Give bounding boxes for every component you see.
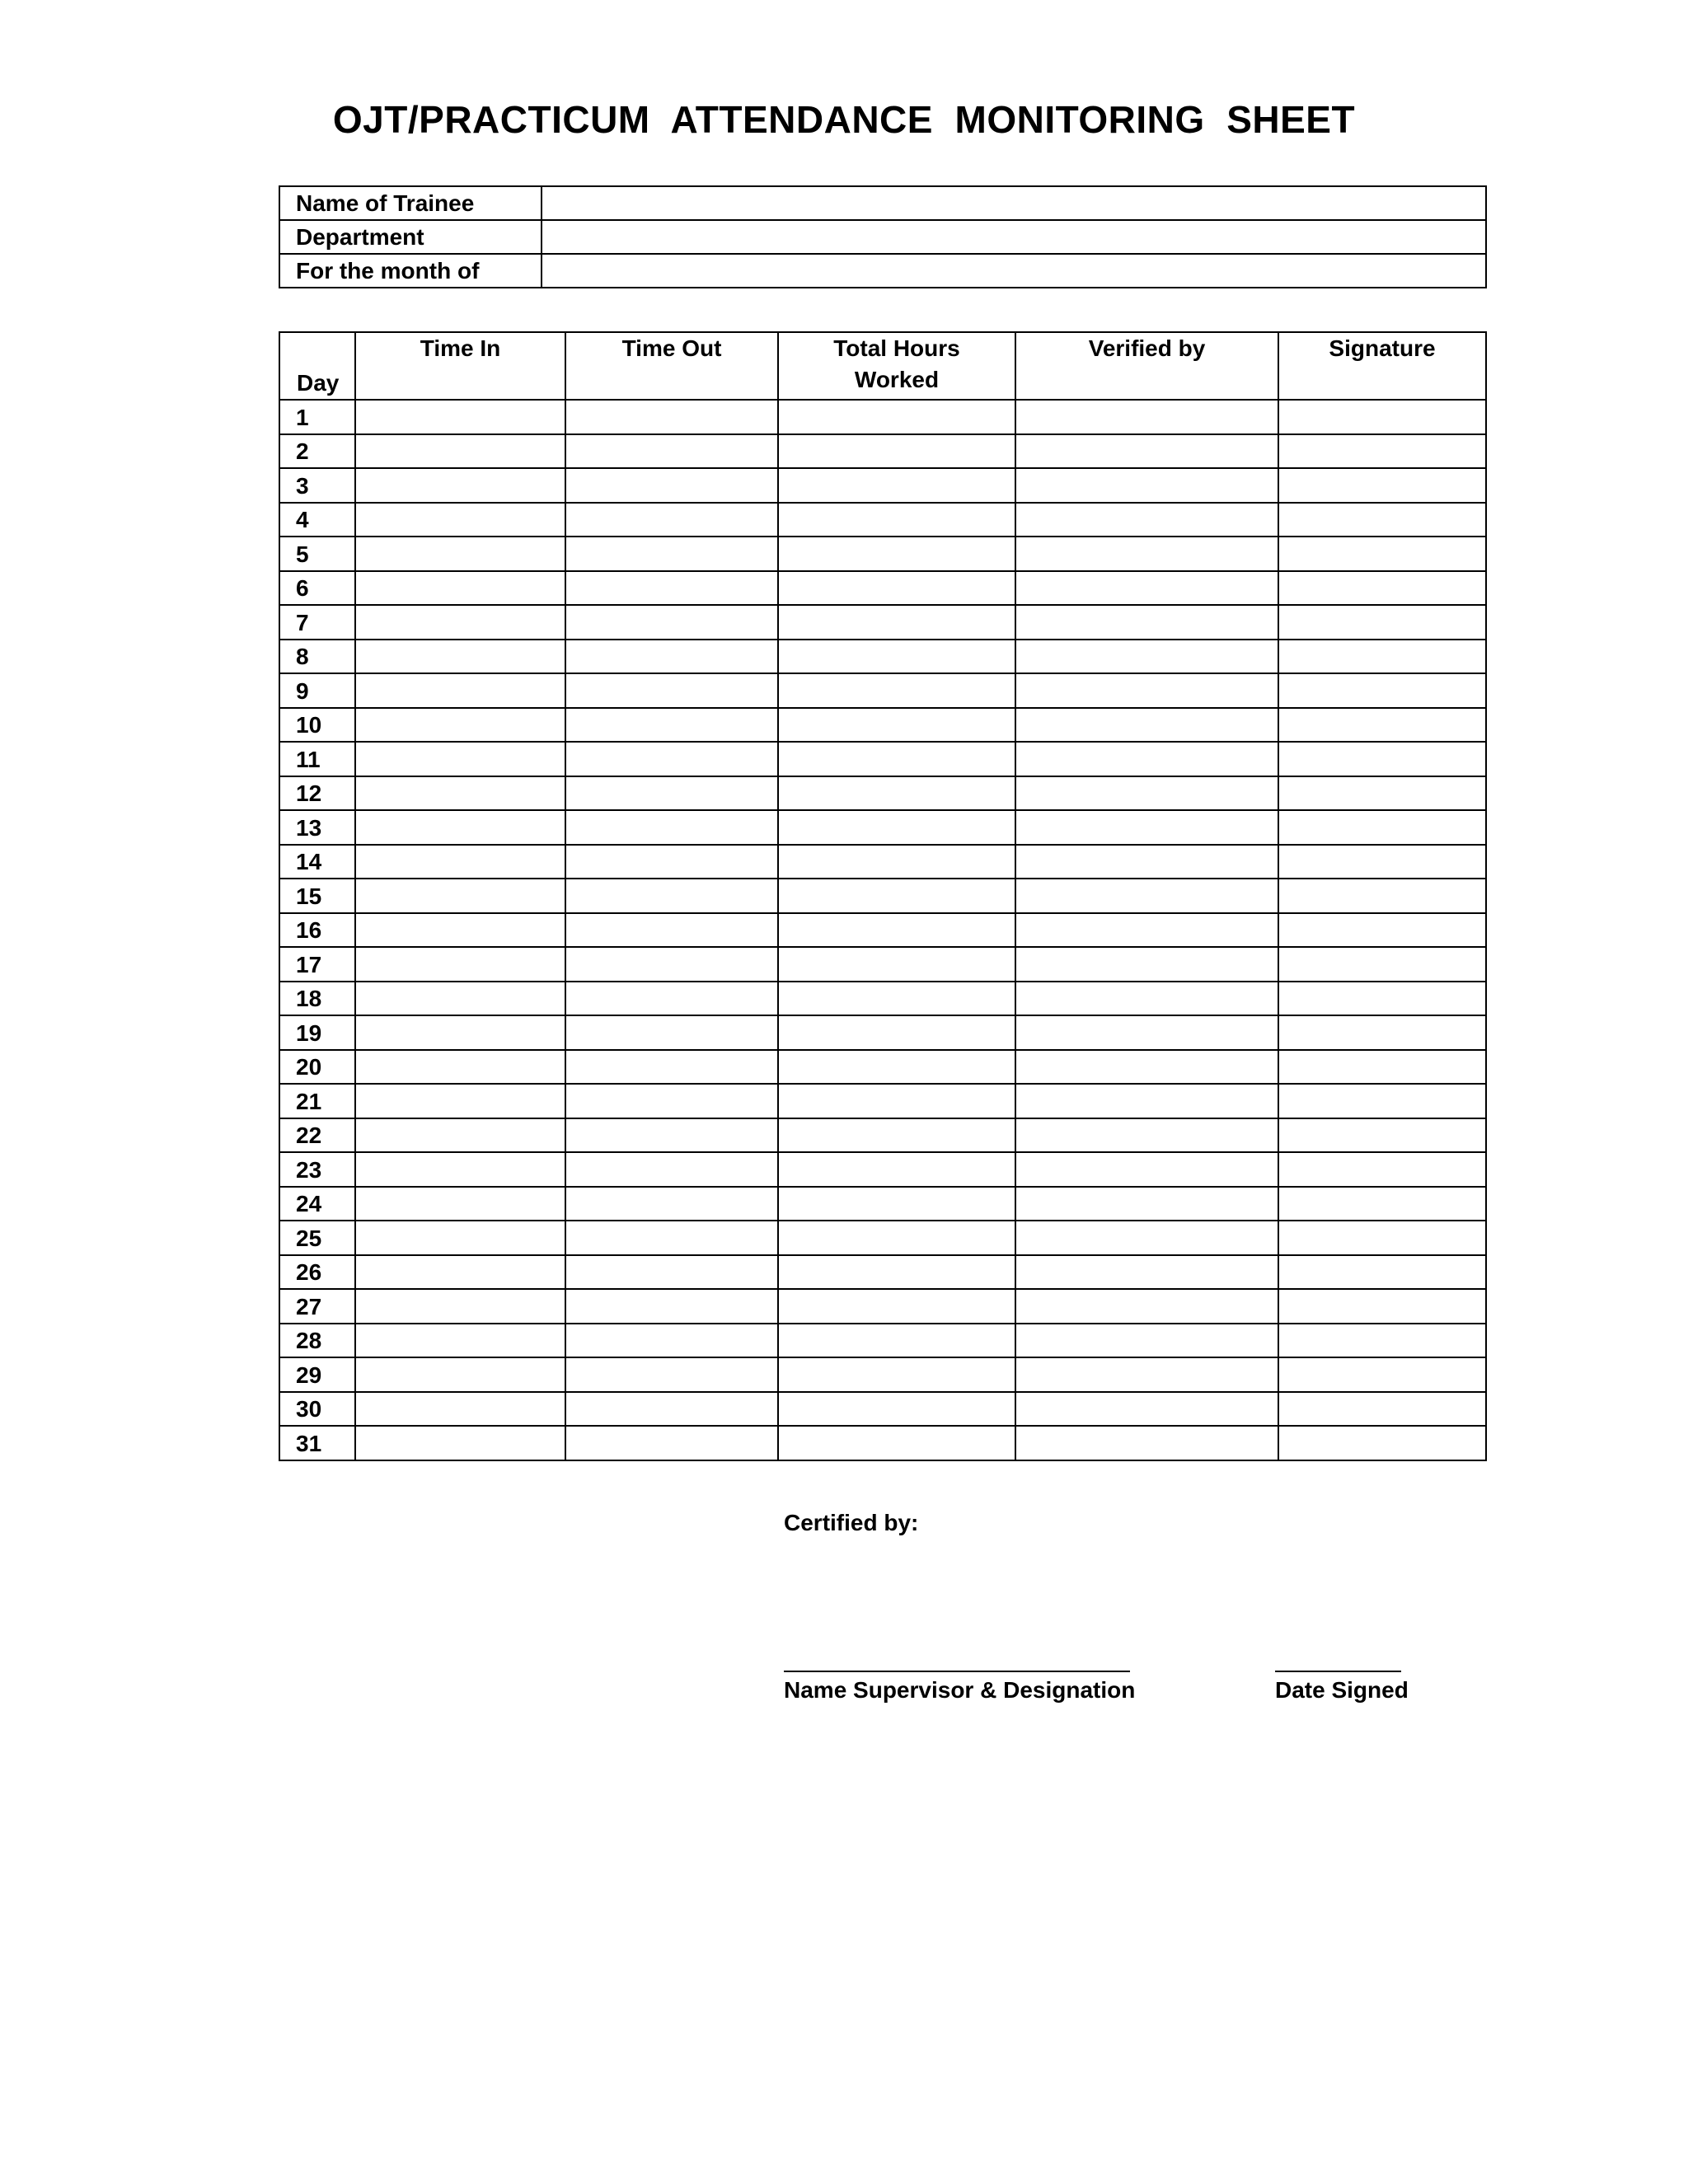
day-column-header: Day [279,332,355,400]
verified-by-cell[interactable] [1015,673,1278,708]
time-out-cell[interactable] [565,1152,778,1187]
time-out-cell[interactable] [565,879,778,913]
total-hours-cell[interactable] [778,673,1015,708]
time-out-cell[interactable] [565,1324,778,1358]
verified-by-cell[interactable] [1015,879,1278,913]
time-out-cell[interactable] [565,1084,778,1118]
day-number: 19 [279,1015,355,1050]
day-number: 31 [279,1426,355,1460]
total-hours-cell[interactable] [778,1152,1015,1187]
day-number: 30 [279,1392,355,1427]
verified-by-cell[interactable] [1015,845,1278,879]
date-signed-line [1275,1671,1401,1672]
day-number: 24 [279,1187,355,1221]
total-hours-cell[interactable] [778,1187,1015,1221]
verified-by-cell[interactable] [1015,503,1278,537]
total-hours-header-line2: Worked [854,367,940,392]
verified-by-cell[interactable] [1015,1118,1278,1153]
day-number: 28 [279,1324,355,1358]
attendance-row [279,400,1486,434]
time-in-cell[interactable] [355,1152,565,1187]
time-in-cell[interactable] [355,605,565,640]
attendance-header-row [279,332,1486,400]
attendance-row [279,605,1486,640]
time-in-cell[interactable] [355,400,565,434]
verified-by-cell[interactable] [1015,1221,1278,1255]
total-hours-cell[interactable] [778,640,1015,674]
time-out-cell[interactable] [565,571,778,606]
time-out-cell[interactable] [565,537,778,571]
attendance-row [279,640,1486,674]
signature-cell[interactable] [1278,708,1486,743]
attendance-row [279,1426,1486,1460]
day-number: 9 [279,673,355,708]
time-out-cell[interactable] [565,503,778,537]
time-out-cell[interactable] [565,982,778,1016]
signature-cell[interactable] [1278,982,1486,1016]
time-in-cell[interactable] [355,1221,565,1255]
total-hours-cell[interactable] [778,434,1015,469]
certified-by-label: Certified by: [784,1510,919,1535]
signature-cell[interactable] [1278,1289,1486,1324]
time-out-cell[interactable] [565,1050,778,1085]
time-out-cell[interactable] [565,913,778,948]
attendance-row [279,708,1486,743]
time-in-cell[interactable] [355,708,565,743]
verified-by-cell[interactable] [1015,776,1278,811]
attendance-row [279,947,1486,982]
day-number: 7 [279,605,355,640]
verified-by-cell[interactable] [1015,1152,1278,1187]
total-hours-cell[interactable] [778,1015,1015,1050]
month-field[interactable] [542,254,1486,288]
time-in-cell[interactable] [355,468,565,503]
day-number: 3 [279,468,355,503]
time-in-cell[interactable] [355,503,565,537]
month-label: For the month of [279,254,542,288]
day-number: 6 [279,571,355,606]
signature-cell[interactable] [1278,1324,1486,1358]
attendance-row [279,1392,1486,1427]
total-hours-cell[interactable] [778,879,1015,913]
time-out-cell[interactable] [565,810,778,845]
signature-cell[interactable] [1278,1118,1486,1153]
total-hours-cell[interactable] [778,503,1015,537]
attendance-row [279,982,1486,1016]
time-out-cell[interactable] [565,1426,778,1460]
attendance-table-body [279,400,1486,1460]
signature-cell[interactable] [1278,1050,1486,1085]
verified-by-cell[interactable] [1015,1289,1278,1324]
supervisor-signature-line [784,1671,1130,1672]
signature-cell[interactable] [1278,810,1486,845]
day-number: 20 [279,1050,355,1085]
total-hours-cell[interactable] [778,537,1015,571]
time-in-cell[interactable] [355,1426,565,1460]
signature-cell[interactable] [1278,640,1486,674]
time-out-cell[interactable] [565,640,778,674]
department-field[interactable] [542,220,1486,254]
time-out-column-header: Time Out [565,332,778,400]
attendance-row [279,537,1486,571]
time-out-cell[interactable] [565,1392,778,1427]
time-in-cell[interactable] [355,537,565,571]
signature-cell[interactable] [1278,571,1486,606]
time-in-cell[interactable] [355,1289,565,1324]
time-out-cell[interactable] [565,708,778,743]
total-hours-cell[interactable] [778,913,1015,948]
time-out-cell[interactable] [565,1015,778,1050]
verified-by-cell[interactable] [1015,810,1278,845]
signature-cell[interactable] [1278,845,1486,879]
verified-by-cell[interactable] [1015,400,1278,434]
day-number: 27 [279,1289,355,1324]
total-hours-cell[interactable] [778,776,1015,811]
day-number: 1 [279,400,355,434]
time-in-cell[interactable] [355,1084,565,1118]
verified-by-cell[interactable] [1015,1324,1278,1358]
signature-cell[interactable] [1278,1084,1486,1118]
time-out-cell[interactable] [565,673,778,708]
total-hours-cell[interactable] [778,468,1015,503]
attendance-row [279,879,1486,913]
attendance-row [279,673,1486,708]
verified-by-cell[interactable] [1015,605,1278,640]
verified-by-cell[interactable] [1015,1255,1278,1290]
signature-cell[interactable] [1278,1392,1486,1427]
attendance-row [279,1015,1486,1050]
day-number: 4 [279,503,355,537]
time-in-cell[interactable] [355,913,565,948]
signature-cell[interactable] [1278,1015,1486,1050]
time-out-cell[interactable] [565,1221,778,1255]
total-hours-cell[interactable] [778,1118,1015,1153]
total-hours-cell[interactable] [778,1357,1015,1392]
supervisor-designation-label: Name Supervisor & Designation [784,1677,1136,1703]
verified-by-cell[interactable] [1015,571,1278,606]
verified-by-cell[interactable] [1015,1050,1278,1085]
day-number: 22 [279,1118,355,1153]
total-hours-cell[interactable] [778,1324,1015,1358]
signature-cell[interactable] [1278,1152,1486,1187]
signature-cell[interactable] [1278,1221,1486,1255]
day-number: 29 [279,1357,355,1392]
attendance-row [279,1152,1486,1187]
verified-by-cell[interactable] [1015,537,1278,571]
attendance-row [279,1187,1486,1221]
trainee-name-field[interactable] [542,186,1486,220]
day-number: 13 [279,810,355,845]
signature-cell[interactable] [1278,434,1486,469]
total-hours-cell[interactable] [778,708,1015,743]
signature-cell[interactable] [1278,605,1486,640]
total-hours-cell[interactable] [778,1426,1015,1460]
attendance-row [279,503,1486,537]
time-in-cell[interactable] [355,982,565,1016]
total-hours-header-line1: Total Hours [833,335,960,361]
day-number: 23 [279,1152,355,1187]
signature-cell[interactable] [1278,468,1486,503]
signature-cell[interactable] [1278,947,1486,982]
time-in-cell[interactable] [355,434,565,469]
trainee-info-table [279,185,1487,288]
verified-by-cell[interactable] [1015,1015,1278,1050]
time-in-cell[interactable] [355,1118,565,1153]
total-hours-cell[interactable] [778,947,1015,982]
day-number: 18 [279,982,355,1016]
time-out-cell[interactable] [565,605,778,640]
attendance-row [279,1050,1486,1085]
verified-by-cell[interactable] [1015,468,1278,503]
day-number: 26 [279,1255,355,1290]
department-label: Department [279,220,542,254]
time-in-cell[interactable] [355,1392,565,1427]
attendance-row [279,1357,1486,1392]
time-out-cell[interactable] [565,1187,778,1221]
signature-cell[interactable] [1278,400,1486,434]
time-in-cell[interactable] [355,1357,565,1392]
trainee-name-label: Name of Trainee [279,186,542,220]
info-row-department [279,220,1486,254]
info-row-trainee-name [279,186,1486,220]
time-out-cell[interactable] [565,845,778,879]
time-out-cell[interactable] [565,1118,778,1153]
total-hours-cell[interactable] [778,845,1015,879]
time-out-cell[interactable] [565,1255,778,1290]
attendance-row [279,468,1486,503]
verified-by-cell[interactable] [1015,1084,1278,1118]
time-out-cell[interactable] [565,776,778,811]
verified-by-cell[interactable] [1015,1187,1278,1221]
total-hours-cell[interactable] [778,1289,1015,1324]
signature-cell[interactable] [1278,1357,1486,1392]
day-number: 12 [279,776,355,811]
page-title: OJT/PRACTICUM ATTENDANCE MONITORING SHEET [332,98,1356,141]
time-in-cell[interactable] [355,1050,565,1085]
signature-cell[interactable] [1278,776,1486,811]
info-row-month [279,254,1486,288]
verified-by-cell[interactable] [1015,982,1278,1016]
total-hours-cell[interactable] [778,605,1015,640]
total-hours-cell[interactable] [778,400,1015,434]
attendance-row [279,1255,1486,1290]
attendance-row [279,1118,1486,1153]
time-in-cell[interactable] [355,673,565,708]
signature-cell[interactable] [1278,537,1486,571]
verified-by-cell[interactable] [1015,1357,1278,1392]
time-in-cell[interactable] [355,1187,565,1221]
time-out-cell[interactable] [565,400,778,434]
total-hours-cell[interactable] [778,1050,1015,1085]
total-hours-cell[interactable] [778,742,1015,776]
time-in-cell[interactable] [355,845,565,879]
attendance-table [279,331,1487,1461]
total-hours-cell[interactable] [778,571,1015,606]
verified-by-cell[interactable] [1015,434,1278,469]
day-number: 17 [279,947,355,982]
total-hours-cell[interactable] [778,1221,1015,1255]
day-number: 14 [279,845,355,879]
signature-cell[interactable] [1278,673,1486,708]
time-in-cell[interactable] [355,776,565,811]
day-number: 25 [279,1221,355,1255]
time-in-cell[interactable] [355,810,565,845]
signature-cell[interactable] [1278,879,1486,913]
date-signed-label: Date Signed [1275,1677,1409,1703]
time-in-cell[interactable] [355,1255,565,1290]
verified-by-cell[interactable] [1015,913,1278,948]
attendance-row [279,845,1486,879]
verified-by-cell[interactable] [1015,947,1278,982]
signature-cell[interactable] [1278,1426,1486,1460]
attendance-row [279,571,1486,606]
verified-by-column-header: Verified by [1015,332,1278,400]
signature-cell[interactable] [1278,742,1486,776]
time-out-cell[interactable] [565,1357,778,1392]
verified-by-cell[interactable] [1015,708,1278,743]
day-number: 10 [279,708,355,743]
time-in-cell[interactable] [355,879,565,913]
day-number: 5 [279,537,355,571]
attendance-row [279,776,1486,811]
total-hours-cell[interactable] [778,1255,1015,1290]
time-out-cell[interactable] [565,434,778,469]
time-in-cell[interactable] [355,640,565,674]
time-out-cell[interactable] [565,947,778,982]
attendance-row [279,810,1486,845]
total-hours-cell[interactable] [778,1084,1015,1118]
day-number: 8 [279,640,355,674]
signature-cell[interactable] [1278,913,1486,948]
attendance-row [279,1289,1486,1324]
day-number: 16 [279,913,355,948]
attendance-row [279,1221,1486,1255]
total-hours-column-header [778,332,1015,400]
time-in-column-header: Time In [355,332,565,400]
attendance-row [279,1324,1486,1358]
time-in-cell[interactable] [355,1015,565,1050]
time-in-cell[interactable] [355,1324,565,1358]
time-out-cell[interactable] [565,1289,778,1324]
day-number: 2 [279,434,355,469]
signature-cell[interactable] [1278,1255,1486,1290]
time-in-cell[interactable] [355,571,565,606]
time-in-cell[interactable] [355,742,565,776]
verified-by-cell[interactable] [1015,1392,1278,1427]
day-number: 21 [279,1084,355,1118]
total-hours-cell[interactable] [778,982,1015,1016]
verified-by-cell[interactable] [1015,742,1278,776]
verified-by-cell[interactable] [1015,1426,1278,1460]
attendance-row [279,1084,1486,1118]
time-in-cell[interactable] [355,947,565,982]
verified-by-cell[interactable] [1015,640,1278,674]
attendance-row [279,913,1486,948]
total-hours-cell[interactable] [778,1392,1015,1427]
attendance-row [279,434,1486,469]
signature-cell[interactable] [1278,1187,1486,1221]
time-out-cell[interactable] [565,742,778,776]
signature-column-header: Signature [1278,332,1486,400]
day-number: 15 [279,879,355,913]
attendance-row [279,742,1486,776]
total-hours-cell[interactable] [778,810,1015,845]
day-number: 11 [279,742,355,776]
time-out-cell[interactable] [565,468,778,503]
signature-cell[interactable] [1278,503,1486,537]
